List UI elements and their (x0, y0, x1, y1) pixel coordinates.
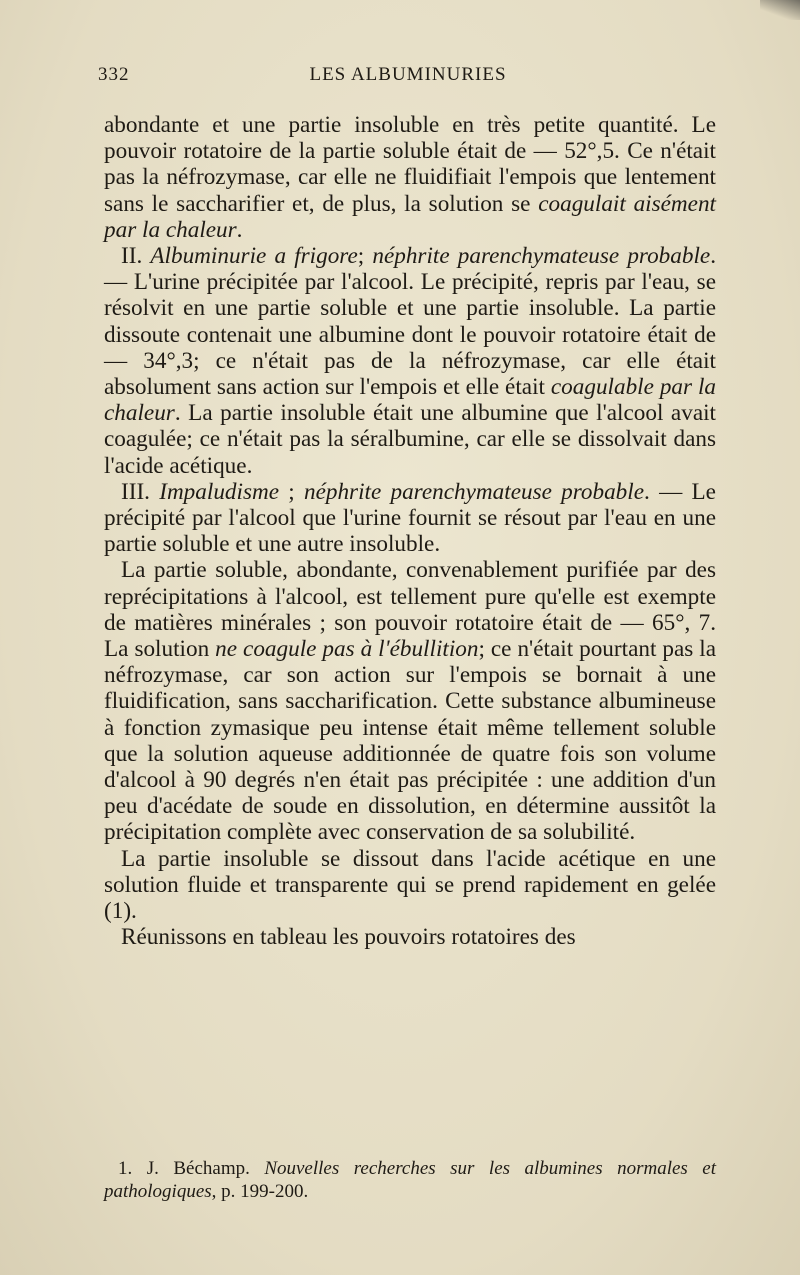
italic-text: néphrite parenchymateuse probable (303, 478, 645, 505)
running-title: LES ALBUMINURIES (309, 64, 507, 85)
paragraph (104, 243, 716, 479)
text-run: Réunissons en tableau les pouvoirs rotatoires des (121, 924, 576, 951)
text-run: abondante et une partie insoluble en très petite quantité. Le pouvoir rotatoire de la partie soluble était de — 52°,5. Ce n'était pas la néfrozymase, car elle ne fluidifiait l'empois que lentement sans le saccharifier et, de plus, la solution se (104, 112, 716, 217)
paragraph (104, 479, 716, 558)
paragraph (104, 846, 716, 925)
text-run: La partie insoluble se dissout dans l'acide acétique en une solution fluide et transparente qui se prend rapidement en gelée (1). (104, 845, 716, 925)
footnote-text (104, 1157, 716, 1203)
text-run: ; (357, 243, 373, 270)
italic-text: Nouvelles recherches sur les albumines normales et pathologiques (104, 1158, 716, 1202)
page-number: 332 (98, 64, 130, 85)
text-run: II. (121, 243, 151, 270)
italic-text: coagulait aisément par la chaleur (104, 190, 717, 243)
paragraph (104, 112, 716, 243)
text-run: . — L'urine précipitée par l'alcool. Le précipité, repris par l'eau, se résolvit en une partie soluble et une partie insoluble. La partie dissoute contenait une albumine dont le pouvoir rotatoire était de — 34°,3; ce n'était pas de la néfrozymase, car elle était absolument sans action sur l'empois et elle était (104, 243, 716, 401)
italic-text: coagulable par la chaleur (104, 374, 717, 427)
text-run: III. (121, 478, 160, 505)
text-run: ; (279, 478, 304, 505)
italic-text: néphrite parenchymateuse probable (372, 243, 711, 270)
text-run: La partie soluble, abondante, convenablement purifiée par des reprécipitations à l'alcool, est tellement pure qu'elle est exempte de matières minérales ; son pouvoir rotatoire était de — 65°, 7. La solution (104, 557, 716, 663)
italic-text: ne coagule pas à l'ébullition (215, 636, 479, 663)
paragraph (104, 924, 716, 950)
body-text (104, 112, 716, 951)
text-run: ; ce n'était pourtant pas la néfrozymase, car son action sur l'empois se bornait à une fluidification, sans saccharification. Cette substance albumineuse à fonction zymasique peu intense était même tellement soluble que la solution aqueuse additionnée de quatre fois son volume d'alcool à 90 degrés n'en était pas précipitée : une addition d'un peu d'acédate de soude en dissolution, en détermine aussitôt la précipitation complète avec conservation de sa solubilité. (104, 636, 717, 846)
text-run: 1. J. Béchamp. (118, 1158, 265, 1179)
text-run: . La partie insoluble était une albumine que l'alcool avait coagulée; ce n'était pas la séralbumine, car elle se dissolvait dans l'acide acétique. (104, 400, 716, 479)
page-corner-shadow (760, 0, 800, 20)
text-run: , p. 199-200. (211, 1181, 309, 1202)
paragraph (104, 557, 716, 845)
text-run: . (236, 216, 243, 243)
text-run: . — Le précipité par l'alcool que l'urine fournit se résout par l'eau en une partie soluble et une autre insoluble. (104, 478, 716, 558)
footnote (104, 1157, 716, 1203)
italic-text: Impaludisme (159, 478, 280, 505)
italic-text: Albuminurie a frigore (150, 243, 358, 270)
running-header (98, 64, 718, 90)
